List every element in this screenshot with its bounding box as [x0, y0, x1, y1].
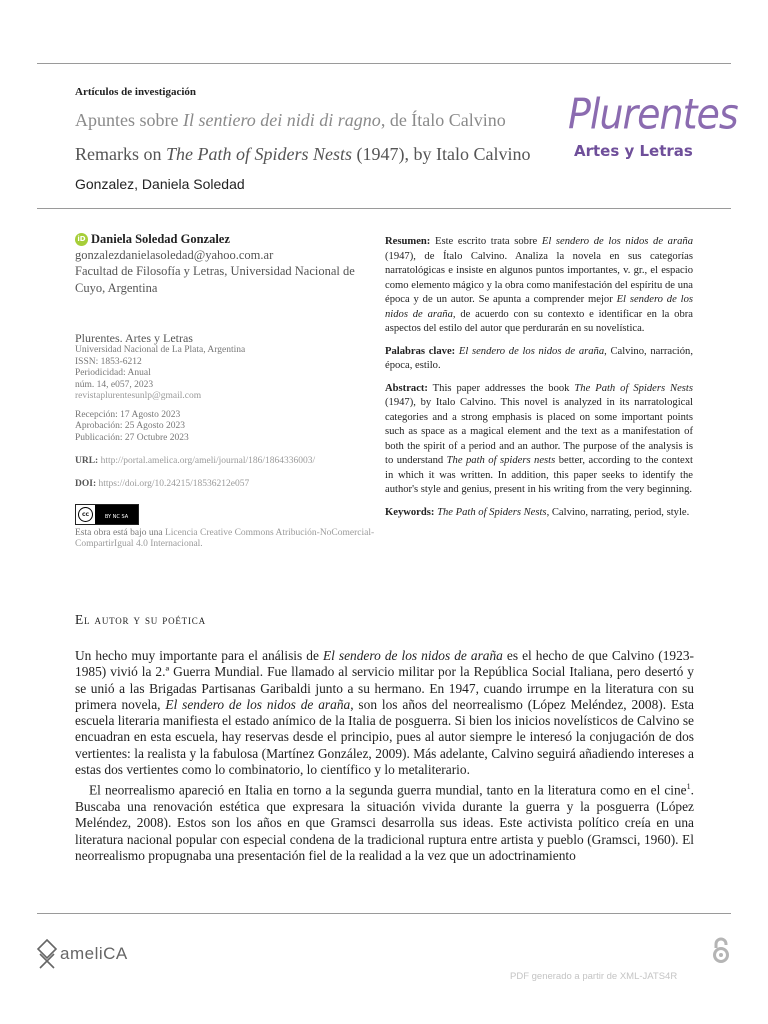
journal-name: Plurentes. Artes y Letras — [75, 331, 193, 345]
journal-periodicity: Periodicidad: Anual — [75, 368, 151, 378]
amelica-logo — [36, 938, 128, 970]
keywords-label: Keywords: — [385, 506, 435, 518]
p1-c: , son los años del neorrealismo (López Meléndez, 2008). Esta escuela literaria manifiesta el estado anímico de la Italia de posguerra. Si bien los inicios novelísticos de Calvino se encuadran en esta escuela, hay reservas desde el principio, pues al autor siempre le interesó la conjugación de dos vertientes: la realista y la fabulosa (Martínez González, 2009). Más adelante, Calvino seguirá añadiendo intereses a estas dos vertientes como lo combinatorio, lo científico y lo metaliterario. — [75, 696, 694, 778]
abstract-c: better, according to the context in which it was written. In addition, this paper seeks to identify the author's style and genius, present in his writing from the very beginning. — [385, 455, 693, 495]
author-info — [75, 232, 365, 297]
cc-icon: cc — [76, 505, 95, 524]
paragraph-1 — [75, 648, 694, 778]
authors: Gonzalez, Daniela Soledad — [75, 176, 245, 192]
amelica-mark-icon — [36, 938, 58, 970]
p1-b: es el hecho de que Calvino (1923-1985) vivió la 2.ª Guerra Mundial. Fue llamado al servicio militar por la República Social Italiana, pero desertó y se unió a las Brigadas Partisanas Garibaldi junto a su hermano. En 1947, cuando irrumpe en la literatura con su primera novela, — [75, 648, 694, 712]
date-approved: Aprobación: 25 Agosto 2023 — [75, 421, 186, 431]
author-email[interactable]: gonzalezdanielasoledad@yahoo.com.ar — [75, 248, 274, 262]
cc-badge[interactable] — [75, 504, 139, 525]
abstract-block — [385, 235, 693, 520]
journal-publisher: Universidad Nacional de La Plata, Argentina — [75, 345, 246, 355]
journal-logo-word: Plurentes — [568, 89, 738, 139]
title-en-prefix: Remarks on — [75, 144, 166, 164]
abstract-en — [385, 382, 693, 498]
generated-note: PDF generado a partir de XML-JATS4R — [510, 971, 678, 982]
footnote-ref[interactable]: 1 — [686, 782, 691, 792]
author-name: Daniela Soledad Gonzalez — [91, 232, 230, 246]
doi-label: DOI: — [75, 478, 97, 489]
abstract-label: Abstract: — [385, 382, 428, 394]
journal-logo — [568, 89, 738, 178]
date-received: Recepción: 17 Agosto 2023 — [75, 409, 181, 420]
title-es-italic: Il sentiero dei nidi di ragno — [182, 110, 381, 130]
palabras-label: Palabras clave: — [385, 345, 456, 357]
p1-italic-1: El sendero de los nidos de araña — [322, 648, 503, 663]
resumen-a-italic: El sendero de los nidos de araña — [541, 236, 693, 247]
url-label: URL: — [75, 456, 99, 466]
title-es — [75, 110, 506, 131]
license-prefix: Esta obra está bajo una — [75, 528, 165, 538]
url-line — [75, 456, 375, 468]
keywords-rest: , Calvino, narrating, period, style. — [546, 506, 690, 518]
title-es-prefix: Apuntes sobre — [75, 110, 183, 130]
license-link[interactable]: Licencia Creative Commons Atribución-NoComercial-CompartirIgual 4.0 Internacional. — [75, 528, 375, 549]
palabras-italic: El sendero de los nidos de araña — [455, 345, 605, 357]
palabras-clave — [385, 345, 693, 374]
p2-a: El neorrealismo apareció en Italia en torno a la segunda guerra mundial, tanto en la literatura como en el cine — [89, 782, 687, 798]
p2-b: . Buscaba una renovación estética que expresara la situación vivida durante la guerra y la posguerra (López Meléndez, 2008). Estos son los años en que Gramsci desarrolla sus ideas. Este activista político creía en una literatura nacional popular con especial condena de la tradicional ruptura entre artista y pueblo (Gramsci, 1960). El neorrealismo propugnaba una presentación fiel de la realidad a la vez que un adoctrinamiento — [75, 782, 694, 864]
date-published: Publicación: 27 Octubre 2023 — [75, 432, 189, 443]
doi-line — [75, 479, 375, 491]
resumen-b: (1947), de Ítalo Calvino. Analiza la novela en sus categorías narratológicas e insiste en algunos puntos importantes, v. gr., el espacio como elemento mágico y la obra como manifestación del espíritu de una época y de un autor. Se apunta a comprender mejor — [385, 250, 693, 305]
palabras-rest: , Calvino, narración, época, estilo. — [385, 345, 693, 371]
amelica-logo-text: ameliCA — [60, 944, 128, 963]
journal-issue: núm. 14, e057, 2023 — [75, 379, 154, 390]
paragraph-2 — [75, 779, 694, 864]
p1-a: Un hecho muy importante para el análisis de — [75, 648, 323, 663]
keywords — [385, 506, 693, 521]
title-es-suffix: , de Ítalo Calvino — [380, 110, 506, 130]
journal-contact[interactable]: revistaplurentesunlp@gmail.com — [75, 391, 202, 401]
resumen-b-italic: El sendero de los nidos de araña, — [385, 294, 693, 320]
resumen — [385, 235, 693, 337]
title-en-suffix: (1947), by Italo Calvino — [352, 144, 531, 164]
footer-rule — [37, 913, 731, 914]
top-rule — [37, 63, 731, 64]
doi-link[interactable]: https://doi.org/10.24215/18536212e057 — [98, 478, 250, 489]
abstract-a: This paper addresses the book — [427, 382, 575, 394]
url-link[interactable]: http://portal.amelica.org/ameli/journal/186/1864336003/ — [100, 456, 316, 466]
header-rule — [37, 208, 731, 209]
section-label: Artículos de investigación — [75, 86, 196, 98]
journal-issn: ISSN: 1853-6212 — [75, 356, 142, 367]
cc-badge-text: BY NC SA — [95, 505, 138, 524]
resumen-label: Resumen: — [385, 236, 431, 247]
p1-italic-2: El sendero de los nidos de araña — [165, 696, 351, 712]
abstract-b: (1947), by Italo Calvino. This novel is analyzed in its narratological categories and a strong emphasis is placed on some important points such as space as a magical element and the text as a manifestation of both the spirit of a period and an author. The purpose of the analysis is to understand — [385, 397, 693, 466]
abstract-b-italic: The path of spiders nests — [446, 455, 556, 466]
journal-logo-sub: Artes y Letras — [574, 142, 693, 160]
license-text — [75, 528, 375, 550]
resumen-c: de acuerdo con su contexto e identificar en la obra aspectos del estilo del autor que perdurarán en su novelística. — [385, 308, 693, 334]
body-text — [75, 648, 694, 864]
section-title: El autor y su poética — [75, 612, 206, 627]
keywords-italic: The Path of Spiders Nests — [434, 506, 547, 518]
title-en — [75, 144, 530, 165]
journal-info — [75, 331, 375, 550]
orcid-icon[interactable]: iD — [75, 233, 88, 246]
open-access-icon — [711, 936, 731, 969]
title-en-italic: The Path of Spiders Nests — [165, 144, 352, 164]
resumen-a: Este escrito trata sobre — [430, 236, 542, 247]
author-affiliation: Facultad de Filosofía y Letras, Universidad Nacional de Cuyo, Argentina — [75, 264, 355, 295]
abstract-a-italic: The Path of Spiders Nests — [574, 382, 693, 394]
